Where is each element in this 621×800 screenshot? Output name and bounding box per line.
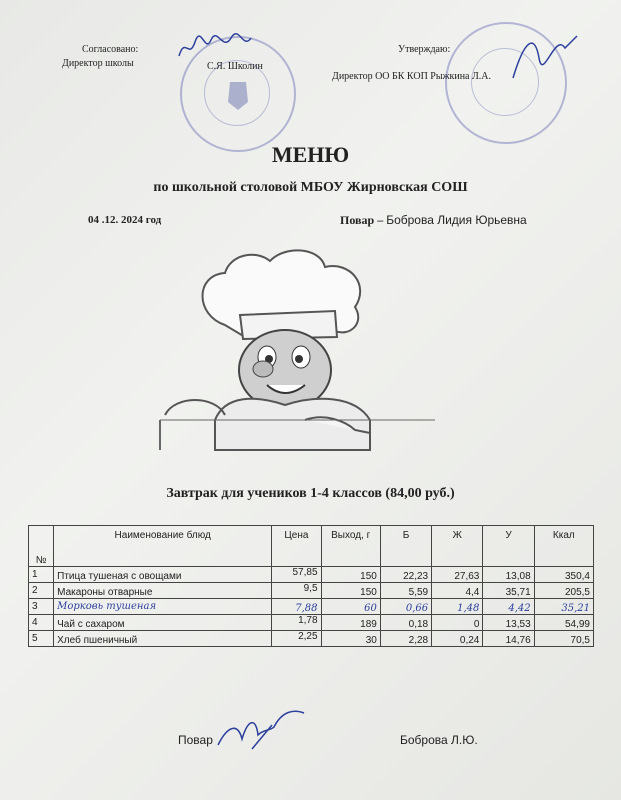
dish-fats: 4,4 (432, 583, 483, 599)
cook-name: Боброва Лидия Юрьевна (386, 213, 527, 227)
row-num: 3 (29, 599, 54, 615)
col-yield: Выход, г (321, 526, 380, 567)
table-row (29, 615, 594, 631)
dish-carbs: 13,53 (483, 615, 534, 631)
dish-carbs: 35,71 (483, 583, 534, 599)
dish-carbs: 4,42 (483, 599, 534, 615)
col-fats: Ж (432, 526, 483, 567)
dish-kcal: 350,4 (534, 567, 593, 583)
approval-left-name: С.Я. Школин (207, 61, 263, 72)
row-num: 4 (29, 615, 54, 631)
dish-kcal: 35,21 (534, 599, 593, 615)
menu-table (28, 525, 594, 647)
dish-name: Макароны отварные (54, 583, 272, 599)
dish-yield: 150 (321, 583, 380, 599)
cook-signature (212, 705, 312, 755)
table-row (29, 631, 594, 647)
dish-price: 2,25 (272, 631, 321, 647)
dish-name: Птица тушеная с овощами (54, 567, 272, 583)
dish-kcal: 54,99 (534, 615, 593, 631)
dish-name: Морковь тушеная (54, 599, 272, 615)
dish-name: Хлеб пшеничный (54, 631, 272, 647)
dish-yield: 30 (321, 631, 380, 647)
approval-right-label: Утверждаю: (398, 44, 451, 55)
dish-fats: 1,48 (432, 599, 483, 615)
approval-left-position: Директор школы (62, 58, 134, 69)
dish-carbs: 14,76 (483, 631, 534, 647)
dish-fats: 27,63 (432, 567, 483, 583)
col-num: № (29, 526, 54, 567)
director-signature-right (505, 28, 585, 88)
col-kcal: Ккал (534, 526, 593, 567)
table-row (29, 599, 594, 615)
col-carbs: У (483, 526, 534, 567)
dish-yield: 60 (321, 599, 380, 615)
row-num: 5 (29, 631, 54, 647)
dish-fats: 0 (432, 615, 483, 631)
footer-cook-name: Боброва Л.Ю. (400, 733, 478, 747)
director-signature-left (175, 32, 255, 62)
dish-price: 7,88 (272, 599, 321, 615)
meal-title: Завтрак для учеников 1-4 классов (84,00 руб.) (166, 486, 455, 501)
page-title: МЕНЮ (271, 142, 350, 167)
dish-price: 9,5 (272, 583, 321, 599)
table-row (29, 567, 594, 583)
dish-yield: 189 (321, 615, 380, 631)
page-subtitle: по школьной столовой МБОУ Жирновская СОШ (153, 180, 468, 195)
menu-date: 04 .12. 2024 год (88, 214, 162, 226)
chef-illustration (155, 245, 455, 455)
dish-proteins: 2,28 (380, 631, 431, 647)
cook-label: Повар – (340, 213, 384, 227)
approval-left-label: Согласовано: (82, 44, 139, 55)
row-num: 2 (29, 583, 54, 599)
table-row (29, 583, 594, 599)
col-name: Наименование блюд (54, 526, 272, 567)
table-header-row (29, 526, 594, 567)
dish-proteins: 0,66 (380, 599, 431, 615)
dish-yield: 150 (321, 567, 380, 583)
dish-proteins: 5,59 (380, 583, 431, 599)
dish-proteins: 0,18 (380, 615, 431, 631)
dish-name: Чай с сахаром (54, 615, 272, 631)
dish-fats: 0,24 (432, 631, 483, 647)
col-proteins: Б (380, 526, 431, 567)
approval-right-position: Директор ОО БК КОП Рыжкина Л.А. (332, 71, 491, 82)
dish-proteins: 22,23 (380, 567, 431, 583)
dish-carbs: 13,08 (483, 567, 534, 583)
cook-line (340, 213, 527, 228)
dish-kcal: 205,5 (534, 583, 593, 599)
dish-price: 57,85 (272, 567, 321, 583)
footer-cook-label: Повар (178, 733, 213, 747)
dish-price: 1,78 (272, 615, 321, 631)
dish-kcal: 70,5 (534, 631, 593, 647)
row-num: 1 (29, 567, 54, 583)
col-price: Цена (272, 526, 321, 567)
